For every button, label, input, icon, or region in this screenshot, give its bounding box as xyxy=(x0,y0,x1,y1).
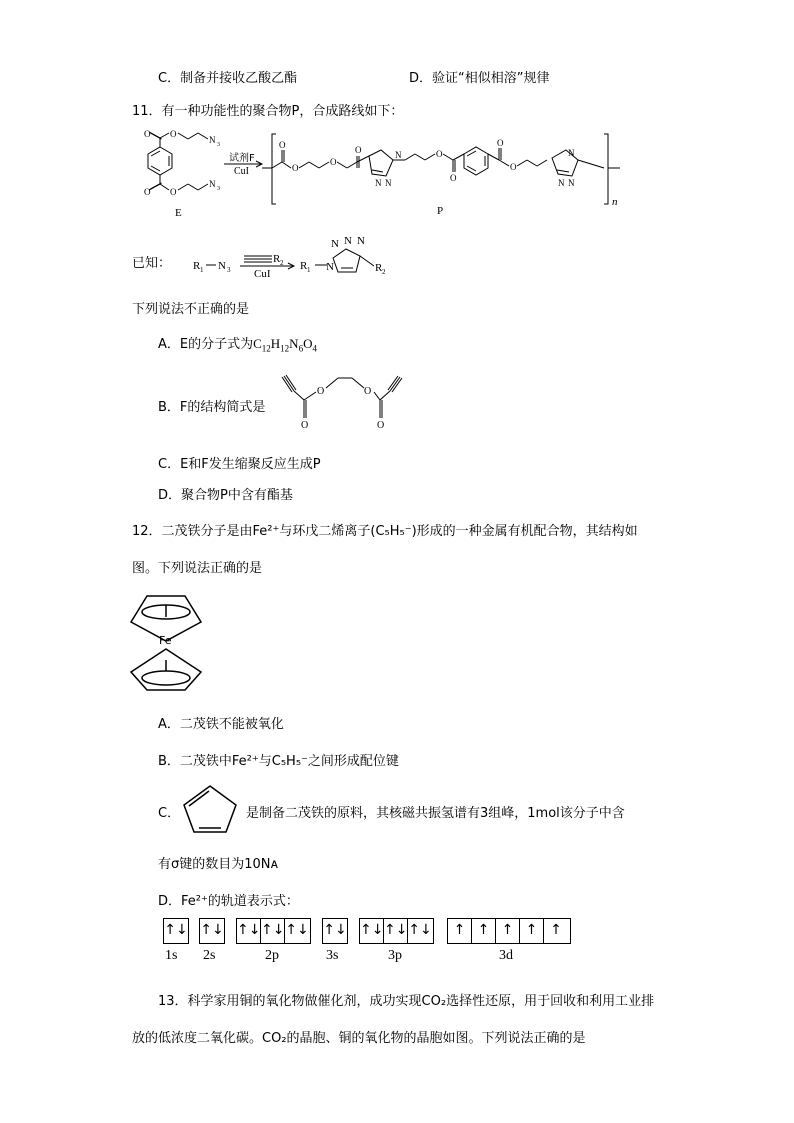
svg-text:O: O xyxy=(497,138,504,148)
q12-option-c-line2: 有σ键的数目为10Nᴀ xyxy=(158,857,279,872)
svg-text:3: 3 xyxy=(227,266,231,274)
orbital-label-2s: 2s xyxy=(203,948,216,963)
svg-text:O: O xyxy=(355,145,362,155)
q12-option-a: A．二茂铁不能被氧化 xyxy=(158,717,284,732)
svg-text:N: N xyxy=(395,150,402,160)
svg-text:N: N xyxy=(209,179,216,189)
q11-known-label: 已知： xyxy=(132,256,172,271)
svg-text:N: N xyxy=(558,178,565,188)
q11-label-p: P xyxy=(437,205,444,217)
svg-text:2: 2 xyxy=(280,259,284,267)
svg-text:N: N xyxy=(218,260,226,272)
q12-option-c-prefix: C． xyxy=(158,806,181,821)
orbital-label-3p: 3p xyxy=(388,948,402,963)
orbital-label-2p: 2p xyxy=(265,948,279,963)
q10-option-c: C．制备并接收乙酸乙酯 xyxy=(158,71,298,86)
svg-text:1: 1 xyxy=(307,266,311,274)
svg-text:N: N xyxy=(357,235,365,247)
orbital-cell: ↑↓ xyxy=(323,922,347,938)
q10-option-d: D．验证“相似相溶”规律 xyxy=(409,71,550,86)
orbital-box-3s xyxy=(322,918,348,944)
q11-known-reagent: CuI xyxy=(254,268,271,280)
q11-option-c: C．E和F发生缩聚反应生成P xyxy=(158,457,321,472)
svg-text:2: 2 xyxy=(382,268,386,276)
svg-text:N: N xyxy=(344,235,352,247)
svg-text:R: R xyxy=(193,260,201,272)
svg-text:O: O xyxy=(450,173,457,183)
svg-text:N: N xyxy=(568,178,575,188)
orbital-cell: ↑↓ xyxy=(285,922,309,938)
svg-text:N: N xyxy=(568,148,575,158)
svg-text:O: O xyxy=(170,129,177,139)
q11-label-e: E xyxy=(175,207,182,219)
svg-text:O: O xyxy=(144,129,151,139)
orbital-cell: ↑ xyxy=(496,919,520,943)
q12-stem-line1: 12．二茂铁分子是由Fe²⁺与环戊二烯离子(C₅H₅⁻)形成的一种金属有机配合物，其结构如 xyxy=(132,524,638,539)
orbital-cell: ↑ xyxy=(520,919,544,943)
svg-text:O: O xyxy=(364,386,372,397)
svg-text:N: N xyxy=(331,238,339,250)
orbital-cell: ↑ xyxy=(550,922,562,938)
orbital-cell: ↑↓ xyxy=(200,922,224,938)
svg-text:R: R xyxy=(273,253,281,265)
q11-question: 下列说法不正确的是 xyxy=(132,302,250,317)
orbital-cell: ↑↓ xyxy=(384,919,408,943)
svg-text:O: O xyxy=(317,386,325,397)
orbital-cell: ↑↓ xyxy=(408,922,432,938)
orbital-label-1s: 1s xyxy=(165,948,178,963)
svg-text:O: O xyxy=(301,420,309,431)
q13-line2: 放的低浓度二氧化碳。CO₂的晶胞、铜的氧化物的晶胞如图。下列说法正确的是 xyxy=(132,1031,586,1046)
orbital-box-3p xyxy=(359,918,434,944)
orbital-cell: ↑↓ xyxy=(164,922,188,938)
svg-text:O: O xyxy=(170,187,177,197)
q11-option-a-prefix: A．E的分子式为 xyxy=(158,337,254,352)
svg-text:O: O xyxy=(279,140,286,150)
orbital-box-3d xyxy=(447,918,571,944)
svg-text:3: 3 xyxy=(217,186,220,192)
q11-reagent-f: 试剂F xyxy=(229,153,255,164)
orbital-cell: ↑ xyxy=(472,919,496,943)
svg-text:O: O xyxy=(144,187,151,197)
svg-text:R: R xyxy=(375,262,383,274)
ferrocene-fe-label: Fe xyxy=(159,634,172,647)
q12-option-b: B．二茂铁中Fe²⁺与C₅H₅⁻之间形成配位键 xyxy=(158,754,399,769)
q11-repeat-n: n xyxy=(612,196,618,208)
svg-text:O: O xyxy=(377,420,385,431)
q11-stem: 11．有一种功能性的聚合物P，合成路线如下： xyxy=(132,104,404,119)
fe2-orbital-diagram xyxy=(163,918,583,968)
svg-text:O: O xyxy=(292,163,299,173)
orbital-box-1s xyxy=(163,918,189,944)
orbital-label-3s: 3s xyxy=(326,948,339,963)
svg-text:R: R xyxy=(300,260,308,272)
svg-text:3: 3 xyxy=(217,142,220,148)
q12-option-d: D．Fe²⁺的轨道表示式： xyxy=(158,894,299,909)
svg-text:O: O xyxy=(436,149,443,159)
orbital-label-3d: 3d xyxy=(499,948,513,963)
svg-text:N: N xyxy=(209,135,216,145)
svg-text:O: O xyxy=(330,157,337,167)
svg-text:1: 1 xyxy=(200,266,204,274)
q12-option-c-text: 是制备二茂铁的原料，其核磁共振氢谱有3组峰，1mol该分子中含 xyxy=(246,806,625,821)
svg-text:N: N xyxy=(385,178,392,188)
q12-stem-line2: 图。下列说法正确的是 xyxy=(132,561,263,576)
orbital-cell: ↑↓ xyxy=(261,919,285,943)
q11-reagent-cui: CuI xyxy=(234,166,249,177)
orbital-box-2s xyxy=(199,918,225,944)
q11-option-a-formula: $C_{12}H_{12}N_6O_4$ xyxy=(253,336,317,354)
q11-option-d: D．聚合物P中含有酯基 xyxy=(158,488,293,503)
orbital-box-2p xyxy=(236,918,311,944)
svg-text:O: O xyxy=(510,162,517,172)
svg-text:N: N xyxy=(326,261,334,273)
q13-line1: 13．科学家用铜的氧化物做催化剂，成功实现CO₂选择性还原，用于回收和利用工业排 xyxy=(158,994,655,1009)
orbital-cell: ↑↓ xyxy=(360,919,384,943)
svg-text:N: N xyxy=(375,178,382,188)
orbital-cell: ↑ xyxy=(448,919,472,943)
q11-option-b: B．F的结构简式是 xyxy=(158,400,266,415)
orbital-cell: ↑↓ xyxy=(237,919,261,943)
